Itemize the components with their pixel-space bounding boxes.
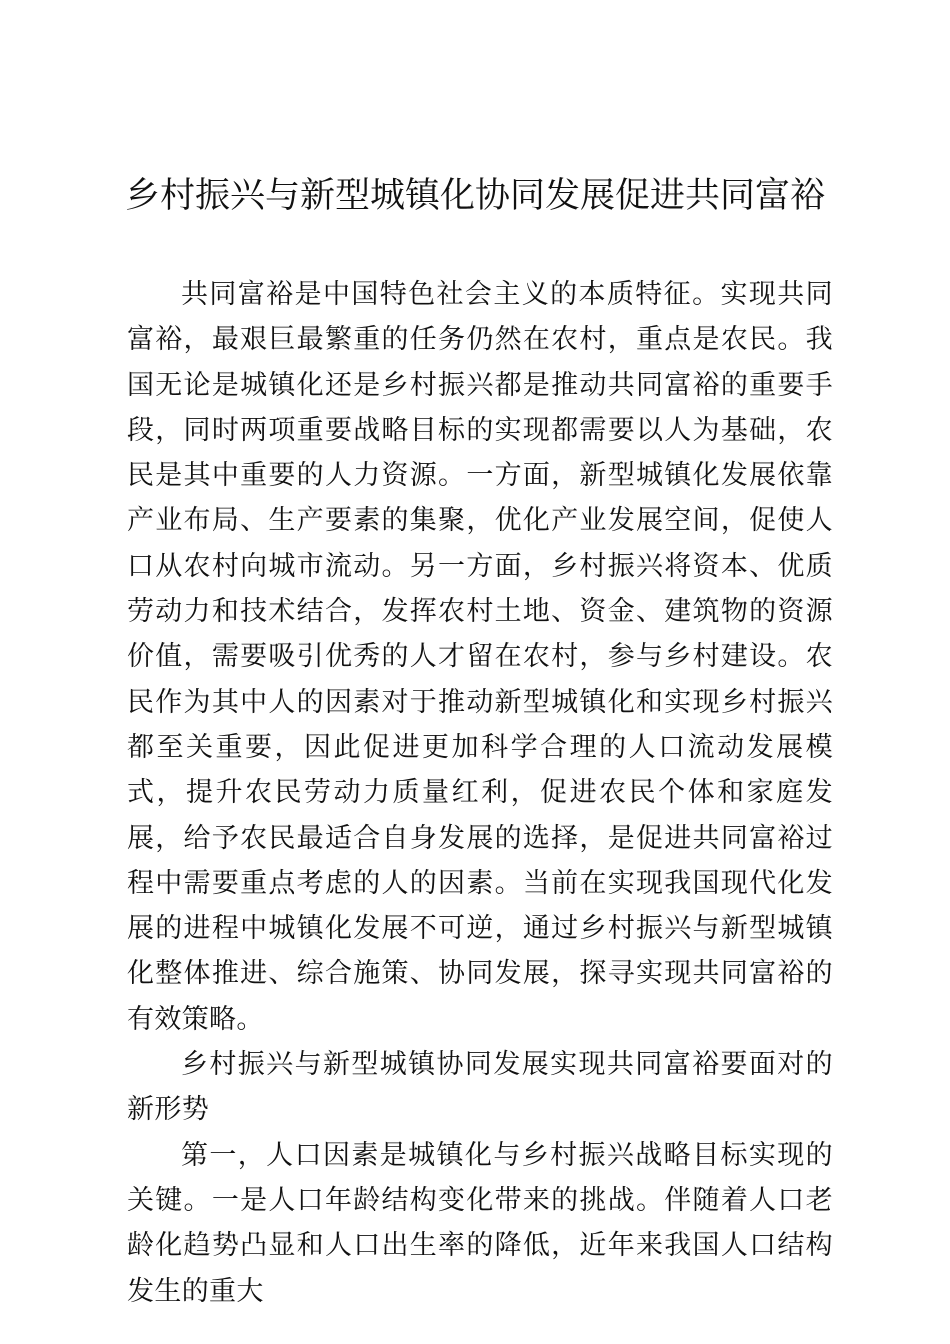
document-body [127, 272, 833, 1314]
document-title: 乡村振兴与新型城镇化协同发展促进共同富裕 [124, 176, 825, 216]
paragraph-section-heading: 乡村振兴与新型城镇协同发展实现共同富裕要面对的新形势 [127, 1049, 833, 1126]
paragraph-first-point: 第一，人口因素是城镇化与乡村振兴战略目标实现的关键。一是人口年龄结构变化带来的挑战。伴随着人口老龄化趋势凸显和人口出生率的降低，近年来我国人口结构发生的重大 [127, 1139, 833, 1307]
paragraph-intro: 共同富裕是中国特色社会主义的本质特征。实现共同富裕，最艰巨最繁重的任务仍然在农村，重点是农民。我国无论是城镇化还是乡村振兴都是推动共同富裕的重要手段，同时两项重要战略目标的实现都需要以人为基础，农民是其中重要的人力资源。一方面，新型城镇化发展依靠产业布局、生产要素的集聚，优化产业发展空间，促使人口从农村向城市流动。另一方面，乡村振兴将资本、优质劳动力和技术结合，发挥农村土地、资金、建筑物的资源价值，需要吸引优秀的人才留在农村，参与乡村建设。农民作为其中人的因素对于推动新型城镇化和实现乡村振兴都至关重要，因此促进更加科学合理的人口流动发展模式，提升农民劳动力质量红利，促进农民个体和家庭发展，给予农民最适合自身发展的选择，是促进共同富裕过程中需要重点考虑的人的因素。当前在实现我国现代化发展的进程中城镇化发展不可逆，通过乡村振兴与新型城镇化整体推进、综合施策、协同发展，探寻实现共同富裕的有效策略。 [127, 279, 833, 1035]
